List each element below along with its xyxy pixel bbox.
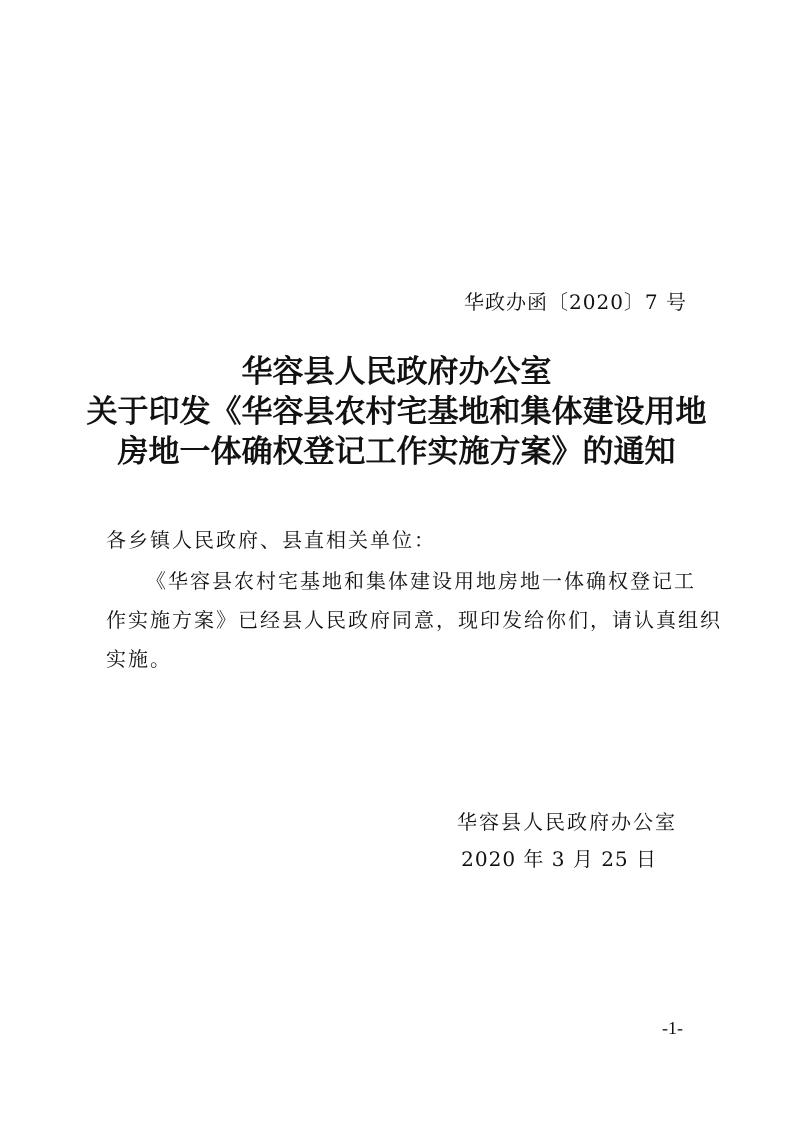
body-line: 实施。 <box>106 647 172 671</box>
title-line: 房地一体确权登记工作实施方案》的通知 <box>117 434 676 470</box>
title-line: 关于印发《华容县农村宅基地和集体建设用地 <box>86 394 707 430</box>
body-line: 作实施方案》已经县人民政府同意，现印发给你们，请认真组织 <box>106 608 722 632</box>
body-line: 《华容县农村宅基地和集体建设用地房地一体确权登记工 <box>146 569 696 593</box>
title-line: 华容县人民政府办公室 <box>241 354 552 390</box>
signature-organization: 华容县人民政府办公室 <box>457 810 677 834</box>
body-paragraph <box>106 562 722 679</box>
document-title <box>0 352 793 472</box>
document-number: 华政办函〔2020〕7 号 <box>464 290 687 314</box>
salutation: 各乡镇人民政府、县直相关单位： <box>106 528 436 552</box>
page-number: -1- <box>662 1018 683 1038</box>
signature-date: 2020 年 3 月 25 日 <box>461 847 657 871</box>
